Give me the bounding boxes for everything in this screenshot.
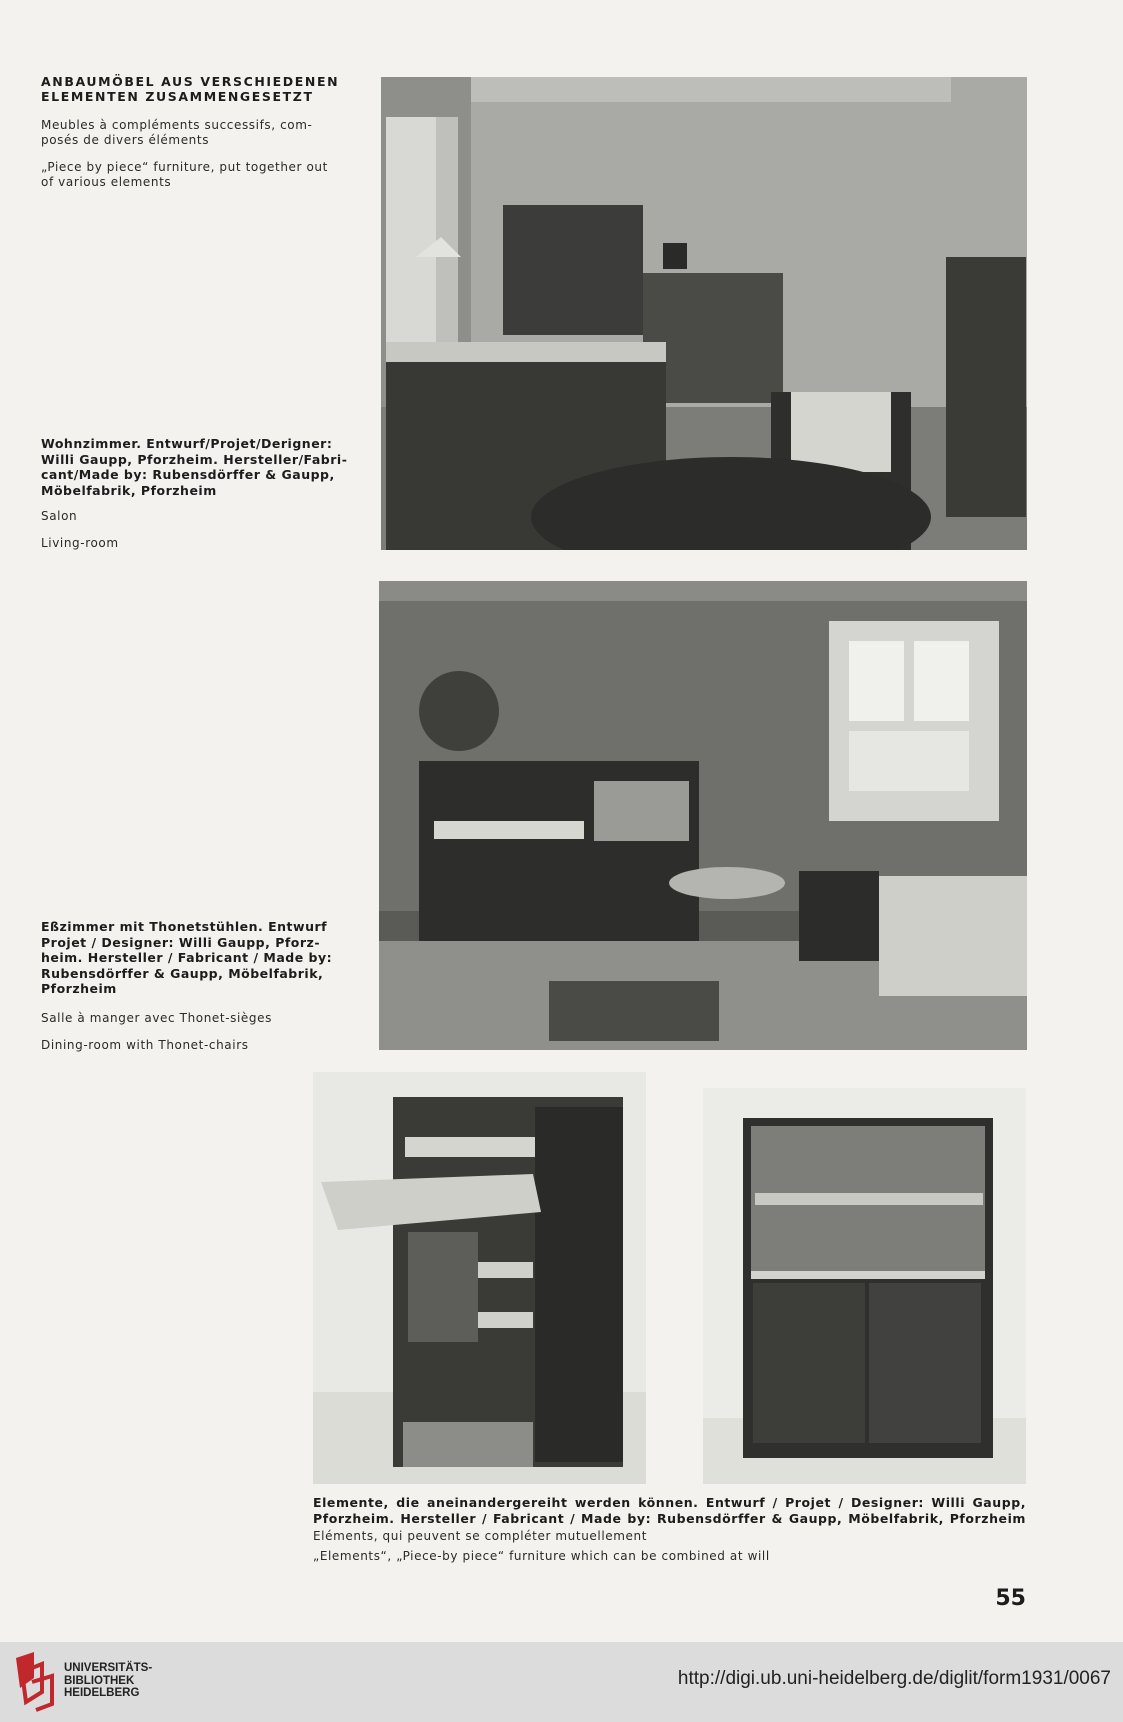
heading-english-line-1: „Piece by piece“ furniture, put together out bbox=[41, 160, 328, 174]
heading-english-line-2: of various elements bbox=[41, 175, 172, 189]
library-name-line-1: UNIVERSITÄTS- bbox=[64, 1662, 153, 1674]
cabinet-closed-photo bbox=[703, 1088, 1026, 1484]
cabinet-open-photo bbox=[313, 1072, 646, 1484]
dining-room-english: Dining-room with Thonet-chairs bbox=[41, 1038, 249, 1052]
living-room-line-1: Wohnzimmer. Entwurf/Projet/Derigner: bbox=[41, 436, 333, 451]
elements-line-2: Pforzheim. Hersteller / Fabricant / Made by: Rubensdörffer & Gaupp, Möbelfabrik, Pforzheim bbox=[313, 1510, 1026, 1526]
dining-room-photo bbox=[379, 581, 1027, 1050]
heading-line-2: ELEMENTEN ZUSAMMENGESETZT bbox=[41, 89, 314, 104]
living-room-english: Living-room bbox=[41, 536, 119, 550]
library-name-line-3: HEIDELBERG bbox=[64, 1687, 140, 1699]
heading-english bbox=[41, 160, 351, 190]
living-room-photo bbox=[381, 77, 1027, 550]
elements-french: Eléments, qui peuvent se compléter mutuellement bbox=[313, 1529, 648, 1543]
footer-bar bbox=[0, 1642, 1123, 1722]
page-heading bbox=[41, 74, 351, 104]
dining-room-line-5: Pforzheim bbox=[41, 981, 117, 996]
living-room-caption bbox=[41, 436, 351, 498]
dining-room-french: Salle à manger avec Thonet-sièges bbox=[41, 1011, 272, 1025]
dining-room-line-1: Eßzimmer mit Thonetstühlen. Entwurf bbox=[41, 919, 328, 934]
elements-caption bbox=[313, 1495, 1026, 1564]
dining-room-line-2: Projet / Designer: Willi Gaupp, Pforz- bbox=[41, 934, 321, 950]
elements-line-1: Elemente, die aneinandergereiht werden können. Entwurf / Projet / Designer: Willi Gaupp, bbox=[313, 1495, 1026, 1510]
living-room-line-4: Möbelfabrik, Pforzheim bbox=[41, 482, 217, 498]
library-name-line-2: BIBLIOTHEK bbox=[64, 1674, 135, 1687]
dining-room-caption bbox=[41, 919, 351, 997]
living-room-french: Salon bbox=[41, 509, 78, 523]
library-name bbox=[64, 1662, 152, 1700]
source-url-link[interactable]: http://digi.ub.uni-heidelberg.de/diglit/form1931/0067 bbox=[677, 1668, 1111, 1689]
heading-french-line-1: Meubles à compléments successifs, com- bbox=[41, 118, 313, 132]
living-room-line-2: Willi Gaupp, Pforzheim. Hersteller/Fabri- bbox=[41, 451, 348, 467]
living-room-line-3: cant/Made by: Rubensdörffer & Gaupp, bbox=[41, 467, 335, 482]
dining-room-line-3: heim. Hersteller / Fabricant / Made by: bbox=[41, 950, 333, 965]
heading-french-line-2: posés de divers éléments bbox=[41, 133, 210, 147]
library-logo[interactable] bbox=[12, 1648, 58, 1712]
heading-line-1: ANBAUMÖBEL AUS VERSCHIEDENEN bbox=[41, 74, 340, 89]
dining-room-line-4: Rubensdörffer & Gaupp, Möbelfabrik, bbox=[41, 965, 324, 981]
elements-english: „Elements“, „Piece-by piece“ furniture which can be combined at will bbox=[313, 1549, 770, 1563]
heading-french bbox=[41, 118, 351, 148]
library-seal-icon bbox=[12, 1648, 58, 1712]
page-number: 55 bbox=[995, 1586, 1026, 1611]
